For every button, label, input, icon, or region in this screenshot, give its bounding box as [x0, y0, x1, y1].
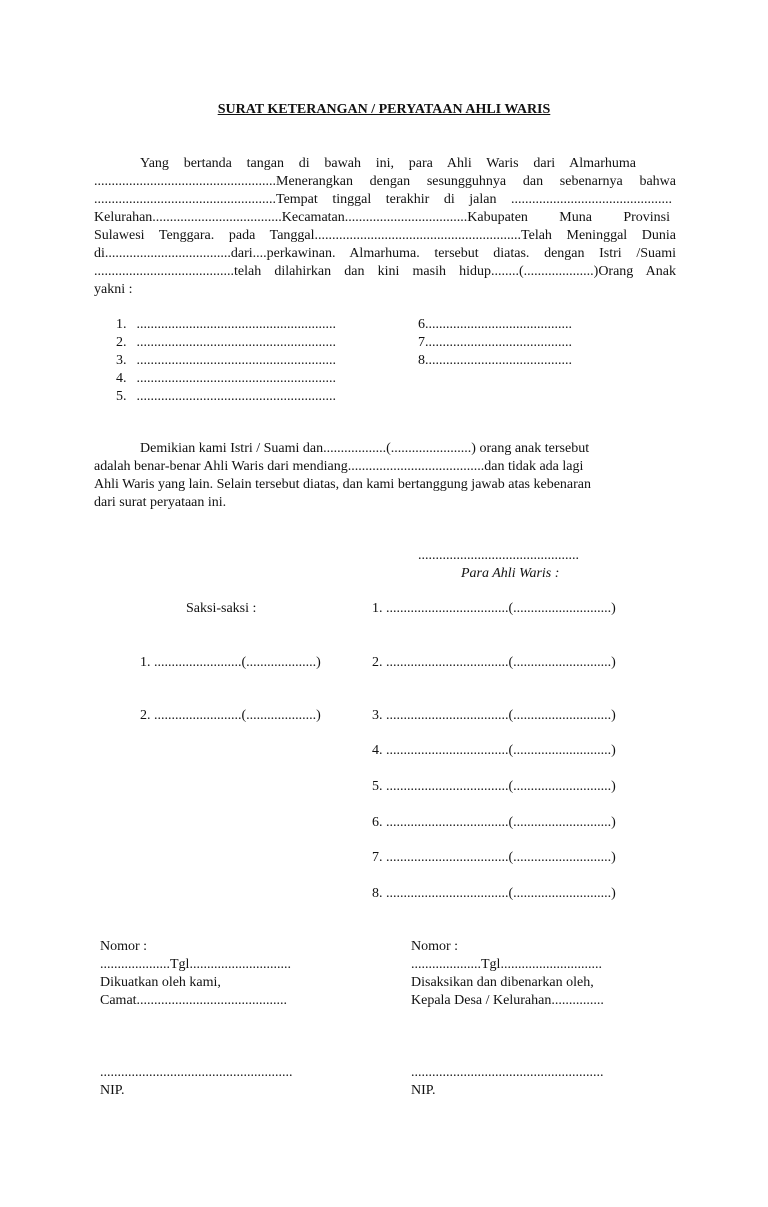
closing-line-1: Demikian kami Istri / Suami dan..................(.......................) orang anak tersebut [140, 441, 590, 456]
child-list-item: 6.......................................... [418, 317, 572, 332]
right-nomor: Nomor : [411, 939, 459, 954]
heir-line: 5. ...................................(............................) [372, 779, 616, 794]
left-nip: NIP. [100, 1083, 125, 1098]
intro-line-1: Yang bertanda tangan di bawah ini, para Ahli Waris dari Almarhuma [140, 156, 636, 171]
right-nip: NIP. [411, 1083, 436, 1098]
heir-line: 1. ...................................(............................) [372, 601, 616, 616]
witness-line: 1. .........................(....................) [140, 655, 321, 670]
left-authority-title: Camat........................................... [100, 993, 288, 1008]
heir-line: 7. ...................................(............................) [372, 850, 616, 865]
right-authority-title: Kepala Desa / Kelurahan............... [411, 993, 604, 1008]
closing-line-3: Ahli Waris yang lain. Selain tersebut diatas, dan kami bertanggung jawab atas kebenaran [94, 477, 592, 492]
left-authority-note: Dikuatkan oleh kami, [100, 975, 221, 990]
child-list-item: 2. ......................................................... [116, 335, 336, 350]
heir-line: 2. ...................................(............................) [372, 655, 616, 670]
closing-line-2: adalah benar-benar Ahli Waris dari mendiang.......................................dan tidak ada lagi [94, 459, 584, 474]
intro-line-7: ........................................telah dilahirkan dan kini masih hidup........(....................)Orang Anak [94, 264, 676, 279]
left-nomor: Nomor : [100, 939, 148, 954]
child-list-item: 7.......................................... [418, 335, 572, 350]
child-list-item: 8.......................................... [418, 353, 572, 368]
child-list-item: 3. ......................................................... [116, 353, 336, 368]
intro-line-6: di....................................dari....perkawinan. Almarhuma. tersebut diatas. dengan Istri /Suami [94, 246, 676, 261]
intro-line-8: yakni : [94, 282, 133, 297]
witness-label: Saksi-saksi : [186, 601, 257, 616]
child-list-item: 5. ......................................................... [116, 389, 336, 404]
heirs-signature-label: Para Ahli Waris : [461, 566, 560, 581]
intro-line-5: Sulawesi Tenggara. pada Tanggal...........................................................Telah Meninggal Dunia [94, 228, 676, 243]
intro-line-2: ....................................................Menerangkan dengan sesungguhnya dan sebenarnya bahwa [94, 174, 676, 189]
left-signature-line: ....................................................... [100, 1065, 293, 1080]
intro-line-3: ....................................................Tempat tinggal terakhir di jalan .............................................. [94, 192, 672, 207]
witness-line: 2. .........................(....................) [140, 708, 321, 723]
heir-line: 8. ...................................(............................) [372, 886, 616, 901]
intro-line-4: Kelurahan.....................................Kecamatan...................................Kabupaten Muna Provinsi [94, 210, 670, 225]
heir-line: 6. ...................................(............................) [372, 815, 616, 830]
child-list-item: 1. ......................................................... [116, 317, 336, 332]
left-tgl: ....................Tgl............................. [100, 957, 291, 972]
heir-line: 4. ...................................(............................) [372, 743, 616, 758]
heir-line: 3. ...................................(............................) [372, 708, 616, 723]
child-list-item: 4. ......................................................... [116, 371, 336, 386]
right-authority-note: Disaksikan dan dibenarkan oleh, [411, 975, 594, 990]
right-signature-line: ....................................................... [411, 1065, 604, 1080]
right-tgl: ....................Tgl............................. [411, 957, 602, 972]
document-title: SURAT KETERANGAN / PERYATAAN AHLI WARIS [217, 102, 551, 117]
heirs-signature-line: .............................................. [418, 548, 579, 563]
closing-line-4: dari surat peryataan ini. [94, 495, 227, 510]
